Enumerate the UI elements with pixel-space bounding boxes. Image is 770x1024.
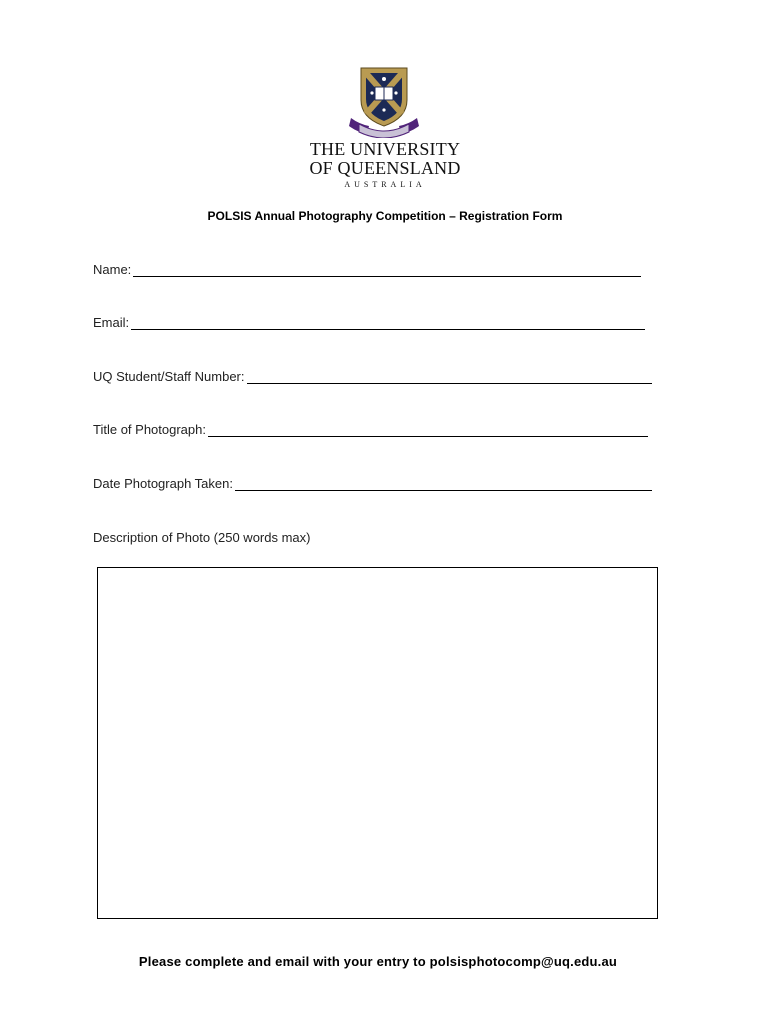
email-field[interactable]: [93, 315, 645, 330]
university-country: AUSTRALIA: [344, 180, 426, 189]
photo-title-label: Title of Photograph:: [93, 422, 206, 437]
date-taken-input-line[interactable]: [235, 476, 652, 491]
form-title: POLSIS Annual Photography Competition – Registration Form: [207, 209, 563, 223]
student-staff-number-label: UQ Student/Staff Number:: [93, 369, 245, 384]
name-input-line[interactable]: [133, 262, 641, 277]
email-input-line[interactable]: [131, 315, 645, 330]
university-crest: [349, 66, 419, 138]
description-label: Description of Photo (250 words max): [93, 530, 311, 545]
university-name-line1: THE UNIVERSITY: [309, 139, 461, 159]
name-field[interactable]: [93, 262, 641, 277]
name-label: Name:: [93, 262, 132, 277]
footer-instructions: Please complete and email with your entry to polsisphotocomp@uq.edu.au: [138, 954, 618, 969]
photo-title-input-line[interactable]: [208, 422, 648, 437]
date-taken-field[interactable]: [93, 476, 652, 491]
student-staff-number-field[interactable]: [93, 369, 652, 384]
email-label: Email:: [93, 315, 130, 330]
university-name-line2: OF QUEENSLAND: [309, 158, 461, 178]
date-taken-label: Date Photograph Taken:: [93, 476, 233, 491]
photo-title-field[interactable]: [93, 422, 648, 437]
student-staff-number-input-line[interactable]: [247, 369, 653, 384]
description-box[interactable]: [97, 567, 658, 919]
crest-icon: [349, 66, 419, 138]
